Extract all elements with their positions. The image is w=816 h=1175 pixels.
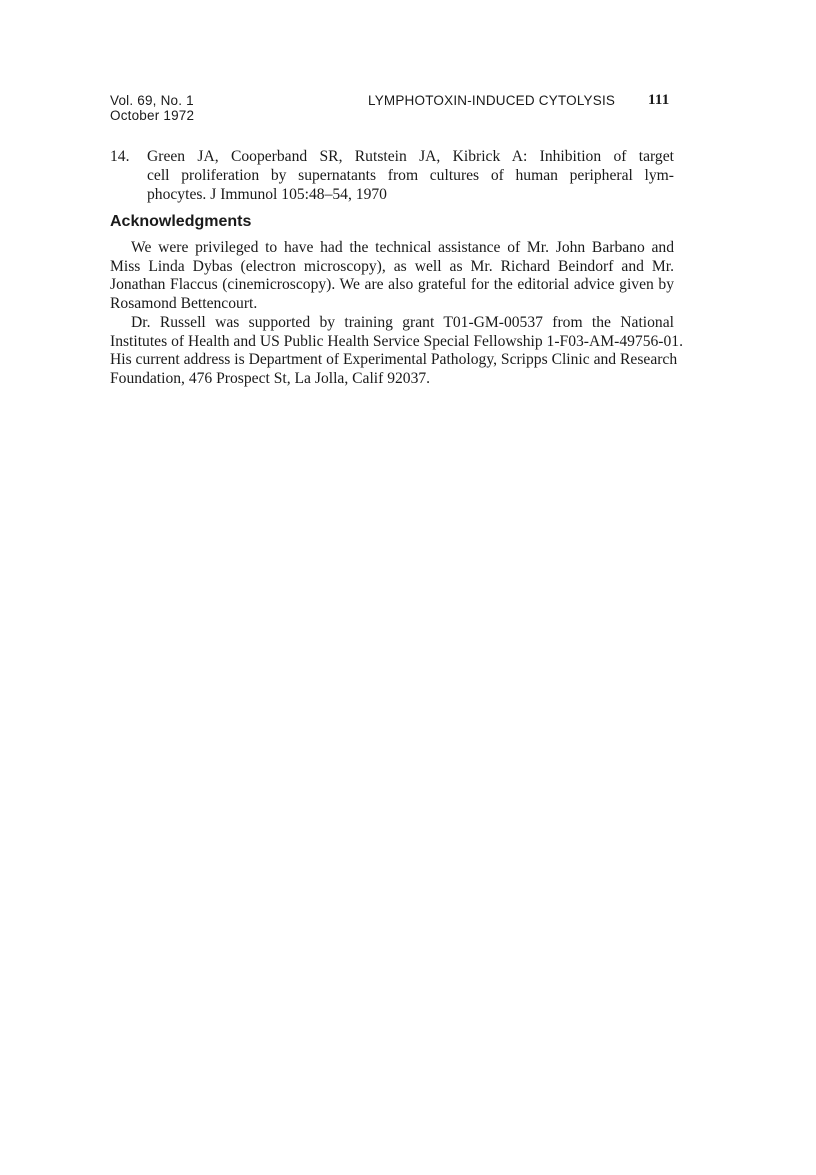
reference-number: 14. (110, 148, 130, 165)
text-line: Institutes of Health and US Public Health Service Special Fellowship 1-F03-AM-49756-01. (110, 332, 683, 350)
running-title: LYMPHOTOXIN-INDUCED CYTOLYSIS (368, 93, 616, 108)
text-line: Dr. Russell was supported by training grant T01-GM-00537 from the National (131, 313, 674, 331)
reference-line: phocytes. J Immunol 105:48–54, 1970 (147, 186, 387, 203)
text-line: We were privileged to have had the technical assistance of Mr. John Barbano and (131, 239, 674, 256)
issue-date: October 1972 (110, 108, 195, 123)
text-line: Miss Linda Dybas (electron microscopy), as well as Mr. Richard Beindorf and Mr. (110, 257, 674, 275)
reference-text (147, 147, 674, 204)
reference-line: Green JA, Cooperband SR, Rutstein JA, Kibrick A: Inhibition of target (147, 148, 674, 165)
text-line: Jonathan Flaccus (cinemicroscopy). We are also grateful for the editorial advice given by (110, 276, 674, 294)
text-line: Foundation, 476 Prospect St, La Jolla, Calif 92037. (110, 369, 431, 387)
acknowledgments-body (110, 239, 683, 389)
reference-entry (110, 147, 674, 204)
issue-info (110, 93, 194, 123)
volume-label: Vol. 69, No. 1 (110, 93, 194, 108)
text-line: His current address is Department of Experimental Pathology, Scripps Clinic and Research (110, 351, 678, 369)
reference-line: cell proliferation by supernatants from cultures of human peripheral lym- (147, 167, 674, 184)
page-number: 111 (648, 92, 670, 108)
acknowledgments-paragraph-2 (110, 313, 683, 389)
acknowledgments-paragraph-1 (110, 239, 674, 314)
text-line: Rosamond Bettencourt. (110, 295, 258, 313)
acknowledgments-heading: Acknowledgments (110, 213, 252, 230)
